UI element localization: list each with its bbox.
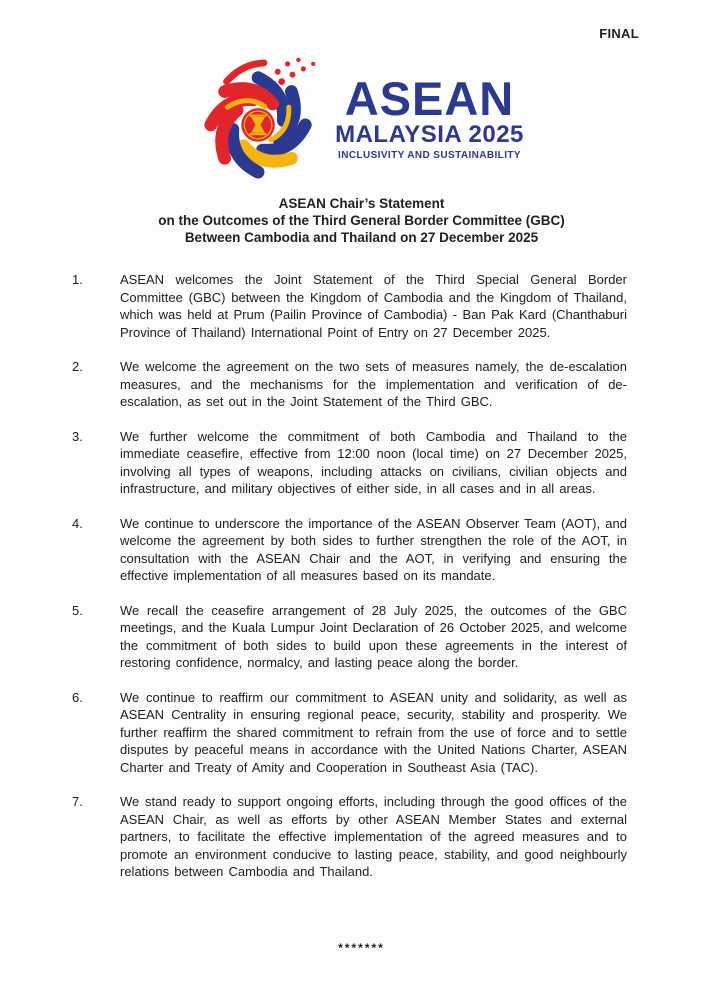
paragraph-text: We welcome the agreement on the two sets of measures namely, the de-escalation measures, and the mechanisms for the implementation and verification of de-escalation, as set out in the Joint Statement of the Third GBC.: [120, 359, 627, 409]
statement-title-line-3: Between Cambodia and Thailand on 27 December 2025: [184, 230, 539, 245]
paragraph-item: [72, 515, 627, 585]
asean-swirl-logo-icon: [199, 56, 323, 182]
paragraph-number: 6.: [72, 689, 83, 705]
paragraph-number: 2.: [72, 359, 83, 374]
paragraph-number: 5.: [72, 602, 83, 618]
footer-asterisks: *******: [338, 941, 385, 955]
logo-wordmark: [335, 71, 524, 162]
statement-title-line-1: ASEAN Chair’s Statement: [278, 196, 445, 211]
paragraph-text: We continue to reaffirm our commitment to ASEAN unity and solidarity, as well as ASEAN Centrality in ensuring regional peace, security, stability and prosperity. We further reaffirm the shared commitment to refrain from the use of force and to settle disputes by peaceful means in accordance with the United Nations Charter, ASEAN Charter and Treaty of Amity and Cooperation in Southeast Asia (TAC).: [120, 689, 627, 775]
paragraph-number: 1.: [72, 272, 83, 287]
paragraph-text: ASEAN welcomes the Joint Statement of the Third Special General Border Committee (GBC) between the Kingdom of Cambodia and the Kingdom of Thailand, which was held at Prum (Pailin Province of Cambodia) - Ban Pak Kard (Chanthaburi Province of Thailand) International Point of Entry on 27 December 2025.: [120, 272, 627, 340]
statement-title: [0, 195, 723, 246]
paragraph-item: [72, 271, 627, 341]
paragraph-text: We stand ready to support ongoing efforts, including through the good offices of the ASEAN Chair, as well as efforts by other ASEAN Member States and external partners, to facilitate the effective implementation of the agreed measures and to promote an environment conducive to lasting peace, stability, and good neighbourly relations between Cambodia and Thailand.: [120, 794, 627, 879]
paragraph-item: [72, 793, 627, 881]
paragraph-item: [72, 358, 627, 411]
final-label: FINAL: [599, 26, 639, 41]
asean-malaysia-2025-logo: [0, 56, 723, 182]
paragraph-item: [72, 602, 627, 672]
paragraph-number: 4.: [72, 515, 83, 531]
paragraph-number: 3.: [72, 428, 83, 444]
paragraph-item: [72, 689, 627, 777]
statement-title-line-2: on the Outcomes of the Third General Border Committee (GBC): [158, 213, 565, 228]
logo-malaysia-text: MALAYSIA 2025: [335, 121, 524, 149]
logo-asean-text: ASEAN: [344, 71, 515, 125]
paragraph-number: 7.: [72, 794, 83, 809]
logo-tagline-text: INCLUSIVITY AND SUSTAINABILITY: [338, 150, 521, 162]
paragraph-text: We recall the ceasefire arrangement of 28 July 2025, the outcomes of the GBC meetings, and the Kuala Lumpur Joint Declaration of 26 October 2025, and welcome the commitment of both sides to build upon these agreements in the interest of restoring confidence, normalcy, and lasting peace along the border.: [120, 602, 627, 670]
paragraph-text: We further welcome the commitment of both Cambodia and Thailand to the immediate ceasefire, effective from 12:00 noon (local time) on 27 December 2025, involving all types of weapons, including attacks on civilians, civilian objects and infrastructure, and military objectives of either side, in all cases and in all areas.: [120, 428, 627, 496]
statement-paragraphs: [72, 271, 627, 898]
paragraph-text: We continue to underscore the importance of the ASEAN Observer Team (AOT), and welcome the agreement by both sides to further strengthen the role of the AOT, in consultation with the ASEAN Chair and the AOT, in verifying and ensuring the effective implementation of all measures based on its mandate.: [120, 515, 627, 583]
logo-dots: [275, 58, 316, 85]
paragraph-item: [72, 428, 627, 498]
